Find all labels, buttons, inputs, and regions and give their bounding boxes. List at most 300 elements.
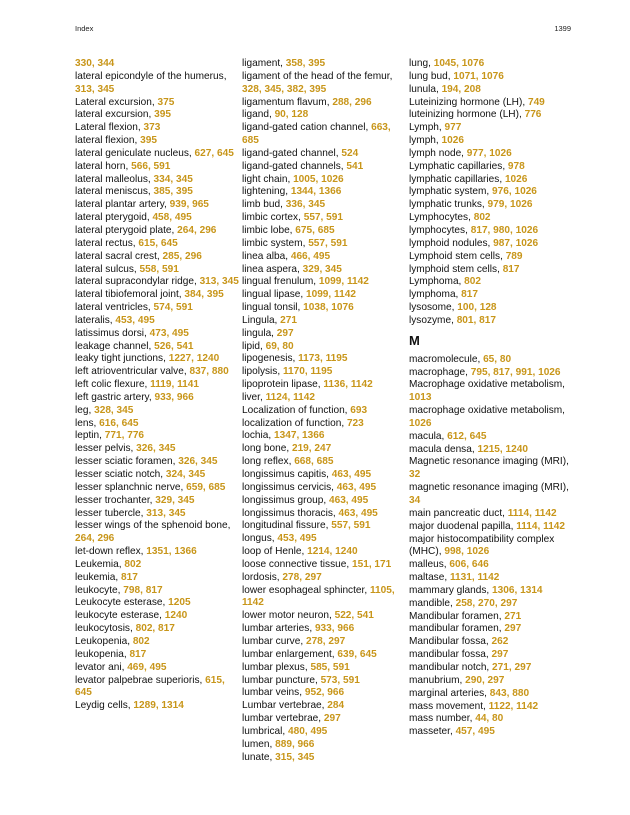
index-entry — [409, 521, 574, 534]
page-reference-link[interactable]: 615, 645 — [138, 237, 178, 249]
index-entry — [242, 392, 407, 405]
index-entry — [409, 713, 574, 726]
index-term: lumen, — [242, 738, 276, 750]
page-reference-link[interactable]: 1173, 1195 — [298, 353, 348, 365]
page-reference-link[interactable]: 258, 270, 297 — [455, 597, 518, 609]
page-reference-link[interactable]: 324, 345 — [165, 469, 206, 480]
index-term: marginal arteries, — [409, 687, 490, 699]
page-reference-link[interactable]: 802 — [132, 635, 150, 647]
page-reference-link[interactable]: 566, 591 — [131, 160, 171, 172]
page-reference-link[interactable]: 541 — [346, 160, 364, 172]
index-entry — [75, 212, 240, 225]
page-reference-link[interactable]: 802, 817 — [135, 623, 175, 635]
index-term: light chain, — [242, 173, 294, 185]
index-entry — [409, 122, 574, 135]
index-term: linea alba, — [242, 250, 291, 262]
page-reference-link[interactable]: 1205 — [168, 597, 191, 609]
page-reference-link[interactable]: 1114, 1142 — [516, 520, 566, 532]
index-entry — [409, 315, 574, 328]
page-reference-link[interactable]: 976, 1026 — [492, 186, 537, 198]
index-term: longissimus group, — [242, 494, 329, 506]
page-reference-link[interactable]: 194, 208 — [441, 83, 481, 95]
page-reference-link[interactable]: 264, 296 — [177, 224, 217, 236]
index-term: Lingula, — [242, 314, 281, 326]
page-reference-link[interactable]: 466, 495 — [290, 250, 331, 262]
page-reference-link[interactable]: 480, 495 — [288, 725, 328, 737]
page-reference-link[interactable]: 817 — [502, 263, 520, 275]
page-reference-link[interactable]: 373 — [143, 122, 161, 134]
index-entry — [75, 238, 240, 251]
page-reference-link[interactable]: 998, 1026 — [444, 546, 490, 558]
index-entry — [409, 379, 574, 405]
page-reference-link[interactable]: 524 — [341, 147, 359, 159]
page-reference-link[interactable]: 271 — [504, 610, 522, 622]
page-reference-link[interactable]: 1038, 1076 — [303, 302, 354, 314]
page-reference-link[interactable]: 385, 395 — [153, 186, 193, 198]
page-reference-link[interactable]: 789 — [505, 250, 523, 262]
page-reference-link[interactable]: 977 — [444, 122, 462, 134]
index-term: Macrophage oxidative metabolism, — [409, 379, 565, 391]
index-column-1 — [75, 58, 240, 713]
page-reference-link[interactable]: 313, 345 — [75, 83, 115, 95]
index-entry — [242, 225, 407, 238]
index-entry — [409, 534, 574, 560]
page-reference-link[interactable]: 297 — [323, 713, 341, 725]
index-term: lateral pterygoid plate, — [75, 224, 178, 236]
index-entry — [242, 495, 407, 508]
index-entry — [75, 585, 240, 598]
page-reference-link[interactable]: 526, 541 — [154, 340, 194, 352]
index-entry — [75, 405, 240, 418]
index-entry — [409, 71, 574, 84]
page-reference-link[interactable]: 1013 — [409, 392, 432, 404]
index-entry — [75, 418, 240, 431]
page-reference-link[interactable]: 473, 495 — [149, 327, 189, 339]
page-reference-link[interactable]: 297 — [276, 327, 294, 339]
page-reference-link[interactable]: 384, 395 — [184, 289, 224, 301]
index-term: ligament, — [242, 58, 286, 69]
index-entry — [242, 649, 407, 662]
index-entry — [409, 148, 574, 161]
page-reference-link[interactable]: 271 — [280, 314, 298, 326]
index-term: lysosome, — [409, 302, 458, 314]
page-reference-link[interactable]: 939, 965 — [169, 199, 209, 211]
page-reference-link[interactable]: 933, 966 — [314, 623, 355, 635]
index-term: localization of function, — [242, 417, 347, 429]
index-term: lunula, — [409, 83, 442, 95]
index-term: longitudinal fissure, — [242, 520, 332, 532]
page-reference-link[interactable]: 843, 880 — [489, 687, 530, 699]
index-term: lumbar curve, — [242, 635, 306, 647]
page-reference-link[interactable]: 771, 776 — [104, 430, 145, 442]
page-reference-link[interactable]: 1114, 1142 — [507, 507, 557, 519]
index-term: leukopenia, — [75, 648, 130, 660]
index-entry — [409, 199, 574, 212]
index-entry — [409, 482, 574, 508]
page-reference-link[interactable]: 889, 966 — [275, 738, 315, 750]
page-reference-link[interactable]: 817, 980, 1026 — [470, 224, 539, 236]
index-entry — [242, 430, 407, 443]
index-entry — [242, 186, 407, 199]
index-entry — [409, 598, 574, 611]
page-reference-link[interactable]: 1240 — [164, 610, 188, 622]
page-reference-link[interactable]: 978 — [507, 160, 525, 172]
index-term: loop of Henle, — [242, 546, 308, 558]
index-term: lordosis, — [242, 571, 283, 583]
index-term: ligamentum flavum, — [242, 96, 333, 108]
page-reference-link[interactable]: 802 — [473, 212, 491, 224]
index-term: lesser sciatic foramen, — [75, 456, 179, 468]
index-entry — [242, 469, 407, 482]
page-reference-link[interactable]: 1105, 1142 — [242, 584, 395, 609]
index-term: macrophage oxidative metabolism, — [409, 405, 565, 417]
index-term: luteinizing hormone (LH), — [409, 109, 525, 121]
page-reference-link[interactable]: 1099, 1142 — [305, 289, 356, 301]
page-reference-link[interactable]: 297 — [491, 649, 509, 661]
index-entry — [75, 469, 240, 482]
page-reference-link[interactable]: 65, 80 — [483, 353, 512, 365]
page-reference-link[interactable]: 627, 645 — [194, 147, 234, 159]
index-entry — [242, 122, 407, 148]
index-entry — [409, 508, 574, 521]
index-term: lateral supracondylar ridge, — [75, 276, 200, 288]
page-reference-link[interactable]: 453, 495 — [277, 533, 317, 545]
page-reference-link[interactable]: 659, 685 — [186, 481, 226, 493]
index-term: Mandibular foramen, — [409, 610, 505, 622]
page-reference-link[interactable]: 585, 591 — [310, 661, 350, 673]
page-reference-link[interactable]: 1099, 1142 — [318, 276, 369, 288]
index-entry — [409, 636, 574, 649]
index-entry — [242, 341, 407, 354]
index-term: leaky tight junctions, — [75, 353, 169, 365]
page-reference-link[interactable]: 290, 297 — [465, 674, 505, 686]
page-reference-link[interactable]: 358, 395 — [285, 58, 326, 69]
index-entry — [242, 238, 407, 251]
index-term: lateral meniscus, — [75, 186, 154, 198]
index-entry — [409, 135, 574, 148]
page-reference-link[interactable]: 574, 591 — [153, 302, 193, 314]
page-reference-link[interactable]: 723 — [346, 417, 364, 429]
index-term: lower esophageal sphincter, — [242, 584, 370, 596]
index-term: manubrium, — [409, 674, 466, 686]
index-entry — [242, 353, 407, 366]
index-entry — [409, 161, 574, 174]
page-reference-link[interactable]: 606, 646 — [449, 559, 489, 571]
page-reference-link[interactable]: 32 — [409, 469, 421, 481]
index-entry — [409, 675, 574, 688]
page-reference-link[interactable]: 458, 495 — [152, 212, 192, 224]
index-entry — [242, 212, 407, 225]
page-number: 1399 — [554, 24, 571, 33]
page-reference-link[interactable]: 639, 645 — [337, 648, 377, 660]
page-reference-link[interactable]: 219, 247 — [291, 443, 332, 455]
index-entry — [242, 71, 407, 97]
page-reference-link[interactable]: 801, 817 — [456, 314, 496, 326]
index-term: lymphocytes, — [409, 224, 471, 236]
index-term: lipogenesis, — [242, 353, 299, 365]
index-entry — [409, 367, 574, 380]
index-entry — [75, 109, 240, 122]
page-reference-link[interactable]: 285, 296 — [162, 250, 202, 262]
index-entry — [242, 713, 407, 726]
page-reference-link[interactable]: 297 — [504, 623, 522, 635]
page-reference-link[interactable]: 1344, 1366 — [290, 186, 342, 198]
page-reference-link[interactable]: 334, 345 — [153, 173, 193, 185]
page-reference-link[interactable]: 330, 344 — [75, 58, 115, 69]
page-reference-link[interactable]: 271, 297 — [492, 661, 532, 673]
index-term: lateral sacral crest, — [75, 250, 163, 262]
page-reference-link[interactable]: 557, 591 — [331, 520, 371, 532]
page-reference-link[interactable]: 817 — [129, 648, 147, 660]
page-reference-link[interactable]: 313, 345 — [146, 507, 186, 519]
index-term: Lymph, — [409, 122, 445, 134]
page-reference-link[interactable]: 987, 1026 — [493, 237, 539, 249]
page-reference-link[interactable]: 395 — [140, 135, 157, 147]
index-term: lung bud, — [409, 70, 454, 82]
page-reference-link[interactable]: 329, 345 — [302, 263, 342, 275]
page-reference-link[interactable]: 1227, 1240 — [168, 353, 220, 365]
index-term: Lumbar vertebrae, — [242, 700, 328, 712]
index-entry — [242, 559, 407, 572]
index-term: long bone, — [242, 443, 292, 455]
index-entry — [409, 726, 574, 739]
page-reference-link[interactable]: 463, 495 — [338, 507, 378, 519]
index-entry — [242, 456, 407, 469]
page-reference-link[interactable]: 69, 80 — [265, 340, 294, 352]
index-term: lipolysis, — [242, 366, 283, 378]
index-entry — [242, 546, 407, 559]
page-reference-link[interactable]: 1215, 1240 — [477, 443, 528, 455]
index-entry — [409, 186, 574, 199]
index-term: malleus, — [409, 559, 450, 571]
index-term: lymphatic trunks, — [409, 199, 488, 211]
section-letter-heading: M — [409, 332, 420, 348]
index-entry — [75, 251, 240, 264]
index-entry — [242, 302, 407, 315]
index-term: levator ani, — [75, 661, 128, 673]
page-reference-link[interactable]: 278, 297 — [282, 571, 322, 583]
index-term: Luteinizing hormone (LH), — [409, 96, 528, 108]
page-reference-link[interactable]: 663, 685 — [242, 122, 391, 147]
page-reference-link[interactable]: 675, 685 — [295, 224, 335, 236]
page-reference-link[interactable]: 453, 495 — [115, 314, 155, 326]
index-term: liver, — [242, 391, 266, 403]
index-entry — [75, 366, 240, 379]
index-term: main pancreatic duct, — [409, 507, 508, 519]
index-term: lung, — [409, 58, 434, 69]
index-term: Lateral excursion, — [75, 96, 158, 108]
page-reference-link[interactable]: 795, 817, 991, 1026 — [470, 366, 561, 378]
page-reference-link[interactable]: 313, 345 — [199, 276, 239, 288]
index-entry — [409, 559, 574, 572]
page-reference-link[interactable]: 1071, 1076 — [453, 70, 504, 82]
page-reference-link[interactable]: 278, 297 — [305, 635, 346, 647]
index-term: lesser pelvis, — [75, 443, 137, 455]
page-reference-link[interactable]: 463, 495 — [331, 469, 372, 480]
index-entry — [242, 199, 407, 212]
index-entry — [409, 405, 574, 431]
index-entry — [242, 675, 407, 688]
index-term: lymph, — [409, 135, 442, 147]
page-reference-link[interactable]: 557, 591 — [303, 212, 343, 224]
index-entry — [242, 328, 407, 341]
page-reference-link[interactable]: 1122, 1142 — [488, 700, 539, 712]
index-term: leg, — [75, 404, 95, 416]
page-reference-link[interactable]: 469, 495 — [127, 661, 167, 673]
index-entry — [75, 597, 240, 610]
page-reference-link[interactable]: 817 — [461, 289, 479, 301]
index-entry — [409, 302, 574, 315]
index-entry — [242, 585, 407, 611]
page-reference-link[interactable]: 44, 80 — [475, 713, 504, 725]
page-reference-link[interactable]: 329, 345 — [155, 494, 195, 506]
index-entry — [242, 520, 407, 533]
page-reference-link[interactable]: 979, 1026 — [487, 199, 533, 211]
page-reference-link[interactable]: 264, 296 — [75, 533, 115, 545]
index-term: ligament of the head of the femur, — [242, 70, 393, 82]
page-reference-link[interactable]: 1005, 1026 — [293, 173, 344, 185]
index-term: maltase, — [409, 572, 450, 584]
index-term: leukocytosis, — [75, 623, 136, 635]
index-term: lymphatic system, — [409, 186, 493, 198]
page-reference-link[interactable]: 837, 880 — [189, 366, 229, 378]
index-term: lymphatic capillaries, — [409, 173, 505, 185]
page-reference-link[interactable]: 90, 128 — [274, 109, 309, 121]
page-reference-link[interactable]: 375 — [157, 96, 175, 108]
index-term: lingula, — [242, 327, 277, 339]
page-reference-link[interactable]: 616, 645 — [99, 417, 139, 429]
page-reference-link[interactable]: 328, 345 — [94, 404, 134, 416]
page-reference-link[interactable]: 802 — [124, 558, 142, 570]
page-reference-link[interactable]: 395 — [154, 109, 171, 121]
page-reference-link[interactable]: 1045, 1076 — [433, 58, 485, 69]
index-entry — [75, 508, 240, 521]
page-reference-link[interactable]: 1136, 1142 — [323, 379, 373, 391]
index-entry — [242, 572, 407, 585]
page-reference-link[interactable]: 749 — [527, 96, 545, 108]
page-reference-link[interactable]: 1214, 1240 — [307, 546, 358, 558]
index-term: lymphoma, — [409, 289, 462, 301]
page-reference-link[interactable]: 34 — [409, 495, 421, 506]
page-reference-link[interactable]: 262 — [491, 636, 509, 648]
page-reference-link[interactable]: 668, 685 — [294, 456, 334, 468]
page-reference-link[interactable]: 328, 345, 382, 395 — [242, 83, 327, 95]
page-reference-link[interactable]: 1119, 1141 — [150, 379, 200, 391]
index-entry — [75, 341, 240, 354]
page-reference-link[interactable]: 1347, 1366 — [273, 430, 325, 442]
page-reference-link[interactable]: 457, 495 — [455, 726, 495, 738]
index-entry — [75, 700, 240, 713]
index-entry — [242, 161, 407, 174]
index-term: macromolecule, — [409, 353, 484, 365]
index-term: lateralis, — [75, 314, 116, 326]
page-reference-link[interactable]: 1124, 1142 — [265, 391, 315, 403]
page-reference-link[interactable]: 817 — [121, 571, 138, 583]
index-entry — [242, 276, 407, 289]
page-reference-link[interactable]: 522, 541 — [334, 610, 374, 622]
page-reference-link[interactable]: 463, 495 — [328, 494, 369, 506]
page-reference-link[interactable]: 557, 591 — [308, 237, 348, 249]
page-reference-link[interactable]: 284 — [327, 700, 345, 712]
page-reference-link[interactable]: 573, 591 — [320, 674, 360, 686]
index-entry — [75, 495, 240, 508]
page-reference-link[interactable]: 1026 — [504, 173, 528, 185]
index-term: mass number, — [409, 713, 476, 725]
index-entry — [75, 264, 240, 277]
index-entry — [242, 623, 407, 636]
page-reference-link[interactable]: 798, 817 — [123, 584, 163, 596]
index-entry — [242, 366, 407, 379]
index-term: lateral sulcus, — [75, 263, 140, 275]
page-reference-link[interactable]: 463, 495 — [336, 481, 377, 493]
index-term: major histocompatibility complex (MHC), — [409, 533, 555, 558]
page-reference-link[interactable]: 1351, 1366 — [146, 546, 197, 558]
page-reference-link[interactable]: 933, 966 — [154, 391, 194, 403]
index-term: long reflex, — [242, 456, 295, 468]
page-reference-link[interactable]: 952, 966 — [304, 687, 345, 699]
index-entry — [75, 610, 240, 623]
index-entry — [242, 662, 407, 675]
index-term: Lateral flexion, — [75, 122, 144, 134]
index-term: lens, — [75, 417, 100, 429]
page-reference-link[interactable]: 288, 296 — [332, 96, 372, 108]
index-entry — [75, 289, 240, 302]
index-term: masseter, — [409, 726, 456, 738]
index-term: mammary glands, — [409, 584, 493, 596]
page-reference-link[interactable]: 1170, 1195 — [282, 366, 333, 378]
page-reference-link[interactable]: 326, 345 — [136, 443, 176, 455]
index-term: lesser trochanter, — [75, 494, 156, 506]
index-entry — [409, 688, 574, 701]
index-term: magnetic resonance imaging (MRI), — [409, 482, 569, 494]
index-term: lesser wings of the sphenoid bone, — [75, 520, 231, 532]
page-reference-link[interactable]: 1306, 1314 — [492, 584, 543, 596]
index-term: mandibular foramen, — [409, 623, 505, 635]
index-term: Lymphatic capillaries, — [409, 160, 508, 172]
index-entry — [75, 328, 240, 341]
page-reference-link[interactable]: 612, 645 — [447, 430, 487, 442]
page-reference-link[interactable]: 100, 128 — [457, 302, 497, 314]
index-term: lipoprotein lipase, — [242, 379, 324, 391]
page-reference-link[interactable]: 1131, 1142 — [449, 572, 500, 584]
page-reference-link[interactable]: 977, 1026 — [466, 147, 512, 159]
page-reference-link[interactable]: 336, 345 — [285, 199, 326, 211]
page-reference-link[interactable]: 693 — [350, 404, 368, 416]
page-reference-link[interactable]: 151, 171 — [351, 558, 392, 570]
page-reference-link[interactable]: 1289, 1314 — [133, 700, 184, 712]
index-entry — [409, 276, 574, 289]
page-reference-link[interactable]: 1026 — [441, 135, 465, 147]
page-reference-link[interactable]: 776 — [524, 109, 542, 121]
index-entry — [75, 71, 240, 97]
index-entry — [75, 174, 240, 187]
page-reference-link[interactable]: 802 — [464, 276, 482, 288]
page-reference-link[interactable]: 558, 591 — [139, 263, 179, 275]
index-term: lumbar vertebrae, — [242, 713, 324, 725]
index-entry — [75, 662, 240, 675]
index-entry — [242, 97, 407, 110]
index-term: lateral geniculate nucleus, — [75, 147, 195, 159]
page-reference-link[interactable]: 1026 — [409, 417, 432, 429]
index-term: ligand-gated cation channel, — [242, 122, 372, 134]
page-reference-link[interactable]: 315, 345 — [275, 751, 315, 763]
index-term: lymphoid nodules, — [409, 237, 494, 249]
index-term: major duodenal papilla, — [409, 520, 517, 532]
page-reference-link[interactable]: 326, 345 — [178, 456, 218, 468]
page-reference-link[interactable]: 615, 645 — [75, 674, 225, 699]
index-term: leukemia, — [75, 571, 122, 583]
index-term: lingual lipase, — [242, 289, 306, 301]
